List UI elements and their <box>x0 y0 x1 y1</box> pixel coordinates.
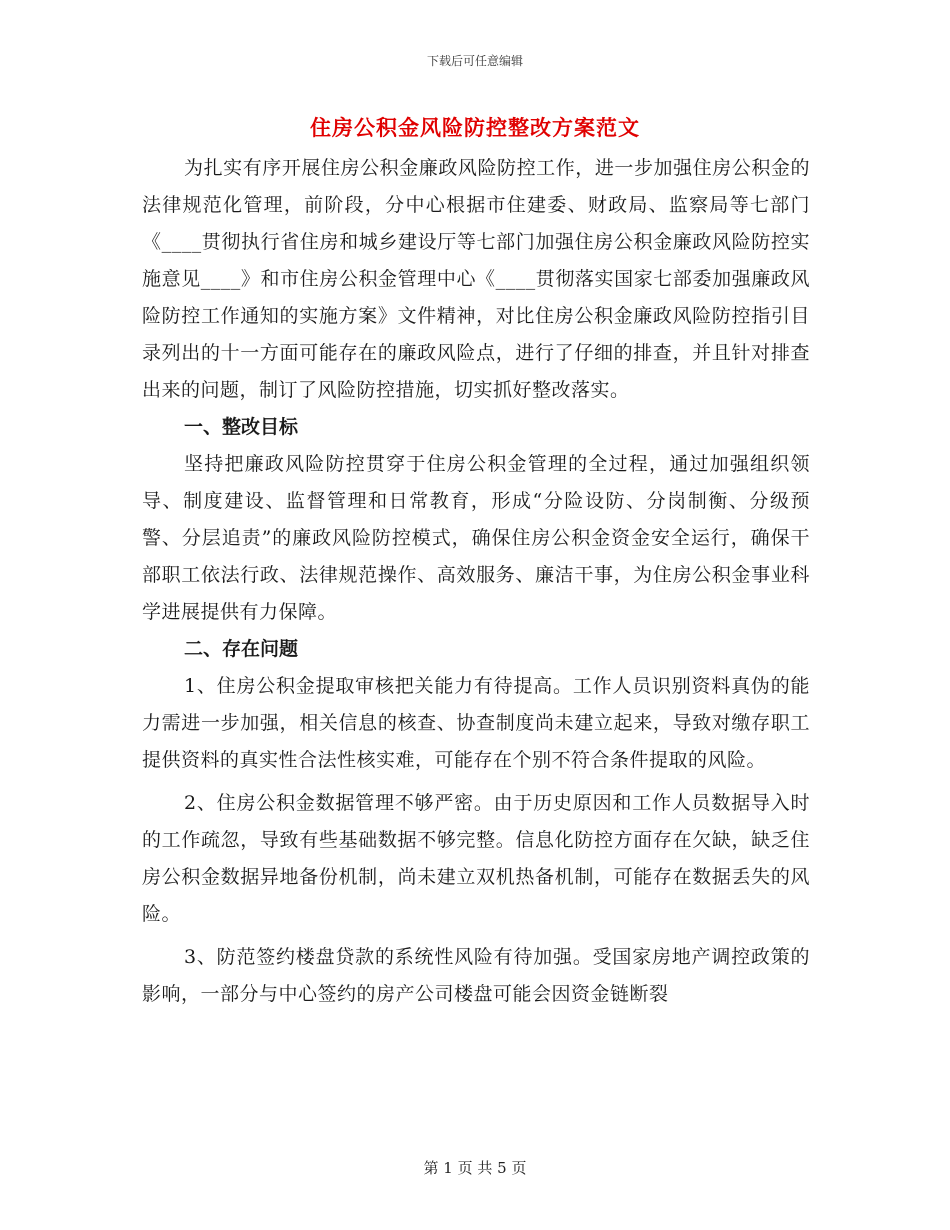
goals-paragraph: 坚持把廉政风险防控贯穿于住房公积金管理的全过程，通过加强组织领导、制度建设、监督管理和日常教育，形成“分险设防、分岗制衡、分级预警、分层追责”的廉政风险防控模式，确保住房公积金资金安全运行，确保干部职工依法行政、法律规范操作、高效服务、廉洁干事，为住房公积金事业科学进展提供有力保障。 <box>142 453 810 623</box>
problem-item-3: 3、防范签约楼盘贷款的系统性风险有待加强。受国家房地产调控政策的影响，一部分与中心签约的房产公司楼盘可能会因资金链断裂 <box>142 946 810 1005</box>
document-title: 住房公积金风险防控整改方案范文 <box>310 116 640 140</box>
header-note: 下载后可任意编辑 <box>426 54 523 68</box>
section-heading-problems: 二、存在问题 <box>184 638 299 660</box>
page-number: 第 1 页 共 5 页 <box>423 1159 527 1177</box>
problem-item-1: 1、住房公积金提取审核把关能力有待提高。工作人员识别资料真伪的能力需进一步加强，相关信息的核查、协查制度尚未建立起来，导致对缴存职工提供资料的真实性合法性核实难，可能存在个别不符合条件提取的风险。 <box>142 675 810 771</box>
problem-item-2: 2、住房公积金数据管理不够严密。由于历史原因和工作人员数据导入时的工作疏忽，导致有些基础数据不够完整。信息化防控方面存在欠缺，缺乏住房公积金数据异地备份机制，尚未建立双机热备机制，可能存在数据丢失的风险。 <box>142 792 810 925</box>
section-heading-goals: 一、整改目标 <box>184 416 299 438</box>
intro-paragraph: 为扎实有序开展住房公积金廉政风险防控工作，进一步加强住房公积金的法律规范化管理，前阶段，分中心根据市住建委、财政局、监察局等七部门《____贯彻执行省住房和城乡建设厅等七部门加强住房公积金廉政风险防控实施意见____》和市住房公积金管理中心《____贯彻落实国家七部委加强廉政风险防控工作通知的实施方案》文件精神，对比住房公积金廉政风险防控指引目录列出的十一方面可能存在的廉政风险点，进行了仔细的排查，并且针对排查出来的问题，制订了风险防控措施，切实抓好整改落实。 <box>142 157 810 401</box>
document-body <box>142 150 810 1013</box>
